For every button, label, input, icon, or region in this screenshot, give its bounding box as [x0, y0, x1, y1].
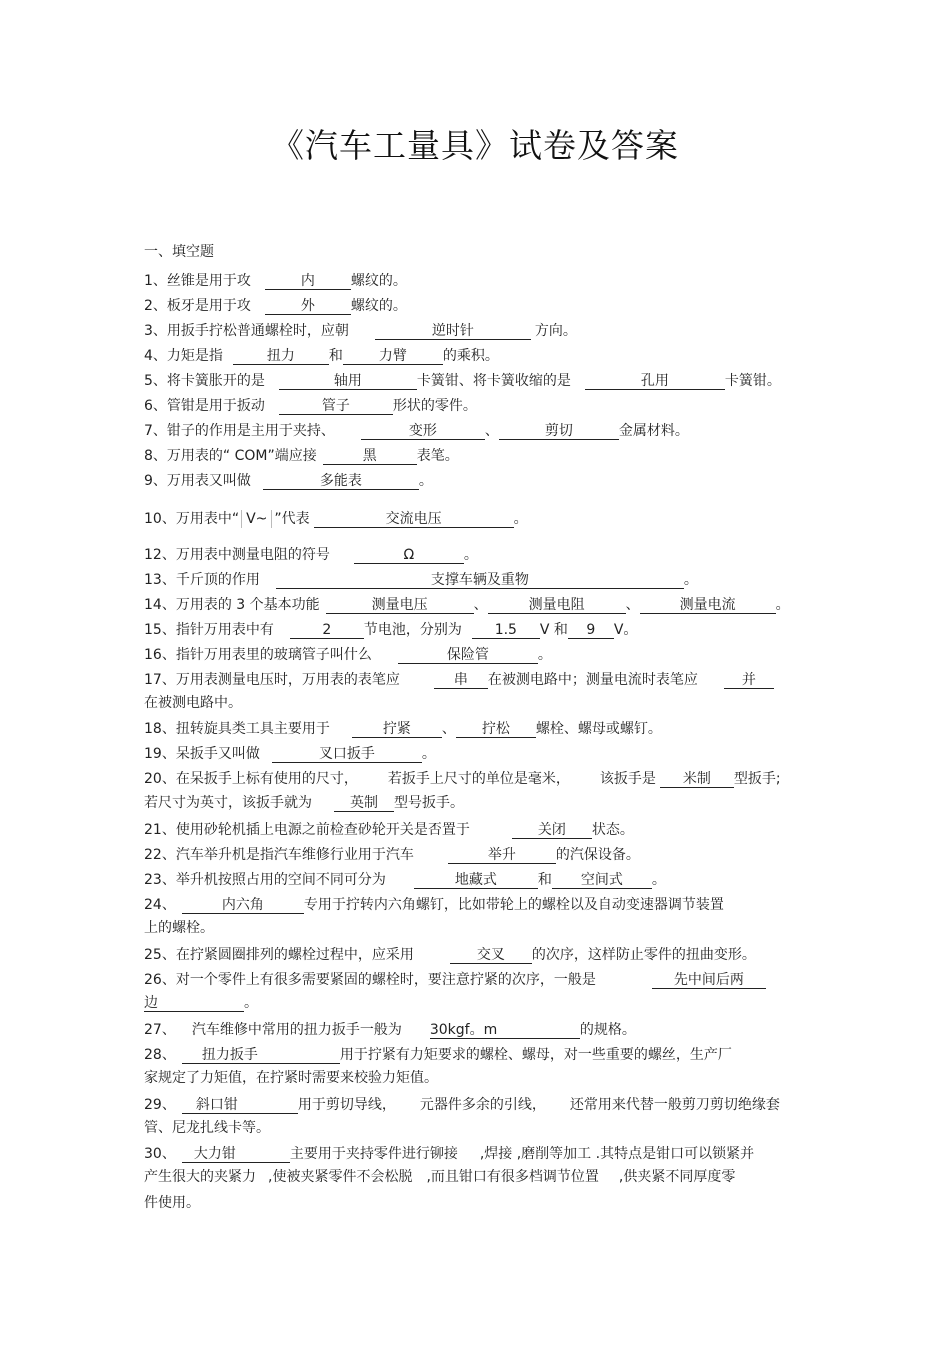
question-text: 和: [328, 348, 343, 364]
page-title: 《汽车工量具》试卷及答案: [271, 126, 679, 165]
answer-blank: 保险管: [398, 647, 538, 664]
question-28-continued: 家规定了力矩值，在拧紧时需要来校验力矩值。: [144, 1070, 438, 1086]
answer-blank: 空间式: [552, 872, 652, 889]
answer-blank: 大力钳: [182, 1146, 290, 1163]
answer-blank: 交叉: [450, 947, 532, 964]
question-text: 10、万用表中“: [144, 511, 240, 527]
question-19: [144, 745, 436, 763]
question-text: 5、将卡簧胀开的是: [144, 373, 265, 389]
answer-blank: Ω: [354, 547, 464, 564]
question-12: [144, 546, 478, 564]
question-17-continued: 在被测电路中。: [144, 695, 242, 711]
answer-blank: 边: [144, 995, 244, 1012]
answer-blank: 测量电压: [326, 597, 474, 614]
question-18: [144, 720, 662, 738]
question-24-continued: 上的螺栓。: [144, 920, 214, 936]
question-text: 1、丝锥是用于攻: [144, 273, 251, 289]
question-24: [144, 896, 724, 914]
question-text: 3、用扳手拧松普通螺栓时，应朝: [144, 323, 349, 339]
question-text: 19、呆扳手又叫做: [144, 746, 260, 762]
question-text: 12、万用表中测量电阻的符号: [144, 547, 330, 563]
question-text: 。: [463, 547, 478, 563]
question-text: 的规格。: [579, 1022, 636, 1038]
answer-blank: 斜口钳: [182, 1097, 298, 1114]
question-17: [144, 671, 774, 689]
answer-blank: 测量电流: [640, 597, 776, 614]
question-text: 螺栓、螺母或螺钉。: [535, 721, 662, 737]
question-text: V 和: [539, 622, 568, 638]
question-text: 专用于拧转内六角螺钉，比如带轮上的螺栓以及自动变速器调节装置: [303, 897, 724, 913]
question-6: [144, 397, 477, 415]
question-text: 15、指针万用表中有: [144, 622, 274, 638]
question-text: 14、万用表的 3 个基本功能: [144, 597, 320, 613]
question-text: 27、: [144, 1022, 176, 1038]
question-text: V。: [613, 622, 638, 638]
question-13: [144, 571, 698, 589]
question-text: 。: [418, 473, 433, 489]
question-30-continued: [144, 1168, 735, 1186]
question-21: [144, 821, 634, 839]
question-7: [144, 422, 689, 440]
question-22: [144, 846, 640, 864]
question-2: [144, 297, 407, 315]
question-text: 。: [513, 511, 528, 527]
question-text: 18、扭转旋具类工具主要用于: [144, 721, 330, 737]
question-text: 23、举升机按照占用的空间不同可分为: [144, 872, 386, 888]
question-14: [144, 596, 790, 614]
question-text: 25、在拧紧圆圈排列的螺栓过程中，应采用: [144, 947, 414, 963]
question-text: 卡簧钳、将卡簧收缩的是: [416, 373, 571, 389]
question-text: 。: [775, 597, 790, 613]
answer-blank: 力臂: [343, 348, 443, 365]
question-text: 的次序，这样防止零件的扭曲变形。: [531, 947, 756, 963]
question-text: 。: [683, 572, 698, 588]
answer-blank: 先中间后两: [652, 972, 766, 989]
question-text: 卡簧钳。: [724, 373, 781, 389]
question-text: 型扳手;: [733, 771, 781, 787]
question-text: ,供夹紧不同厚度零: [618, 1169, 736, 1185]
answer-blank: 孔用: [585, 373, 725, 390]
answer-blank: 关闭: [512, 822, 592, 839]
question-text: 形状的零件。: [392, 398, 477, 414]
answer-blank: 9: [568, 622, 614, 639]
question-text: ”代表: [274, 511, 310, 527]
question-text: 若扳手上尺寸的单位是毫米，: [387, 771, 570, 787]
question-text: 26、对一个零件上有很多需要紧固的螺栓时，要注意拧紧的次序，一般是: [144, 972, 596, 988]
question-text: 螺纹的。: [350, 298, 407, 314]
question-25: [144, 946, 756, 964]
question-text: 20、在呆扳手上标有使用的尺寸，: [144, 771, 358, 787]
question-text: 。: [244, 995, 258, 1011]
answer-blank: 1.5: [472, 622, 540, 639]
question-text: 方向。: [534, 323, 577, 339]
answer-blank: 逆时针: [375, 323, 531, 340]
question-3: [144, 322, 577, 340]
question-text: 、: [484, 423, 499, 439]
question-text: 24、: [144, 897, 176, 913]
question-29-continued: 管、尼龙扎线卡等。: [144, 1120, 270, 1136]
question-29: [144, 1096, 780, 1114]
question-text: 、: [625, 597, 640, 613]
question-text: 13、千斤顶的作用: [144, 572, 260, 588]
answer-blank: 交流电压: [314, 511, 514, 528]
question-23: [144, 871, 666, 889]
question-text: 9、万用表又叫做: [144, 473, 251, 489]
question-text: 节电池，分别为: [363, 622, 462, 638]
question-text: 。: [421, 746, 436, 762]
question-8: [144, 447, 459, 465]
question-text: 28、: [144, 1047, 176, 1063]
question-text: 2、板牙是用于攻: [144, 298, 251, 314]
question-text: 22、汽车举升机是指汽车维修行业用于汽车: [144, 847, 414, 863]
question-text: 的汽保设备。: [555, 847, 640, 863]
answer-blank: 英制: [334, 795, 394, 812]
section-heading: 一、填空题: [144, 244, 214, 260]
answer-blank: 叉口扳手: [272, 746, 422, 763]
question-26-continued: [144, 994, 258, 1012]
question-text: 21、使用砂轮机插上电源之前检查砂轮开关是否置于: [144, 822, 470, 838]
answer-blank: 外: [265, 298, 351, 315]
question-text: 在被测电路中；测量电流时表笔应: [487, 672, 698, 688]
question-text: 17、万用表测量电压时，万用表的表笔应: [144, 672, 400, 688]
question-text: ,使被夹紧零件不会松脱: [268, 1169, 413, 1185]
question-text: 7、钳子的作用是主用于夹持、: [144, 423, 335, 439]
question-text: 30、: [144, 1146, 176, 1162]
answer-blank: 支撑车辆及重物: [276, 572, 684, 589]
answer-blank: 扭力扳手: [182, 1047, 340, 1064]
question-text: 和: [537, 872, 552, 888]
question-27: [144, 1021, 636, 1039]
question-text: 还常用来代替一般剪刀剪切绝缘套: [569, 1097, 780, 1113]
ac-voltage-symbol: V~: [241, 510, 272, 528]
question-text: 的乘积。: [442, 348, 499, 364]
answer-blank: 多能表: [263, 473, 419, 490]
question-1: [144, 272, 407, 290]
question-26: [144, 971, 766, 989]
question-text: 状态。: [591, 822, 634, 838]
question-text: 8、万用表的“ COM”端应接: [144, 448, 317, 464]
answer-blank: 30kgf。m: [430, 1022, 580, 1039]
question-15: [144, 621, 637, 639]
question-text: 。: [537, 647, 552, 663]
question-9: [144, 472, 433, 490]
question-text: 产生很大的夹紧力: [144, 1169, 256, 1185]
answer-blank: 拧紧: [352, 721, 442, 738]
question-text: 若尺寸为英寸，该扳手就为: [144, 795, 312, 811]
question-30-end: 件使用。: [144, 1195, 200, 1211]
question-30: [144, 1145, 754, 1163]
question-text: 汽车维修中常用的扭力扳手一般为: [191, 1022, 402, 1038]
answer-blank: 串: [434, 672, 488, 689]
question-20: [144, 770, 781, 788]
question-text: 29、: [144, 1097, 176, 1113]
question-28: [144, 1046, 732, 1064]
answer-blank: 测量电阻: [488, 597, 626, 614]
question-text: 主要用于夹持零件进行铆接: [289, 1146, 458, 1162]
question-text: 用于拧紧有力矩要求的螺栓、螺母，对一些重要的螺丝，生产厂: [339, 1047, 732, 1063]
answer-blank: 变形: [361, 423, 485, 440]
question-text: 元器件多余的引线，: [419, 1097, 546, 1113]
question-5: [144, 372, 781, 390]
question-text: 、: [441, 721, 456, 737]
question-text: 4、力矩是指: [144, 348, 223, 364]
answer-blank: 举升: [448, 847, 556, 864]
question-text: 金属材料。: [618, 423, 689, 439]
answer-blank: 内六角: [182, 897, 304, 914]
question-20-continued: [144, 794, 464, 812]
answer-blank: 米制: [660, 771, 734, 788]
question-text: 型号扳手。: [394, 795, 464, 811]
answer-blank: 并: [724, 672, 774, 689]
answer-blank: 扭力: [233, 348, 329, 365]
answer-blank: 管子: [279, 398, 393, 415]
question-text: 表笔。: [416, 448, 459, 464]
answer-blank: 内: [265, 273, 351, 290]
question-10: [144, 510, 528, 528]
answer-blank: 剪切: [499, 423, 619, 440]
question-text: 、: [473, 597, 488, 613]
answer-blank: 拧松: [456, 721, 536, 738]
question-text: 16、指针万用表里的玻璃管子叫什么: [144, 647, 372, 663]
question-text: 。: [651, 872, 666, 888]
question-text: 6、管钳是用于扳动: [144, 398, 265, 414]
answer-blank: 轴用: [279, 373, 417, 390]
question-text: 用于剪切导线，: [297, 1097, 396, 1113]
answer-blank: 2: [290, 622, 364, 639]
question-4: [144, 347, 499, 365]
question-text: 螺纹的。: [350, 273, 407, 289]
question-16: [144, 646, 552, 664]
question-text: ,焊接 ,磨削等加工 .其特点是钳口可以锁紧并: [479, 1146, 755, 1162]
answer-blank: 地藏式: [414, 872, 538, 889]
question-text: 该扳手是: [599, 771, 656, 787]
answer-blank: 黑: [323, 448, 417, 465]
question-text: ,而且钳口有很多档调节位置: [426, 1169, 599, 1185]
